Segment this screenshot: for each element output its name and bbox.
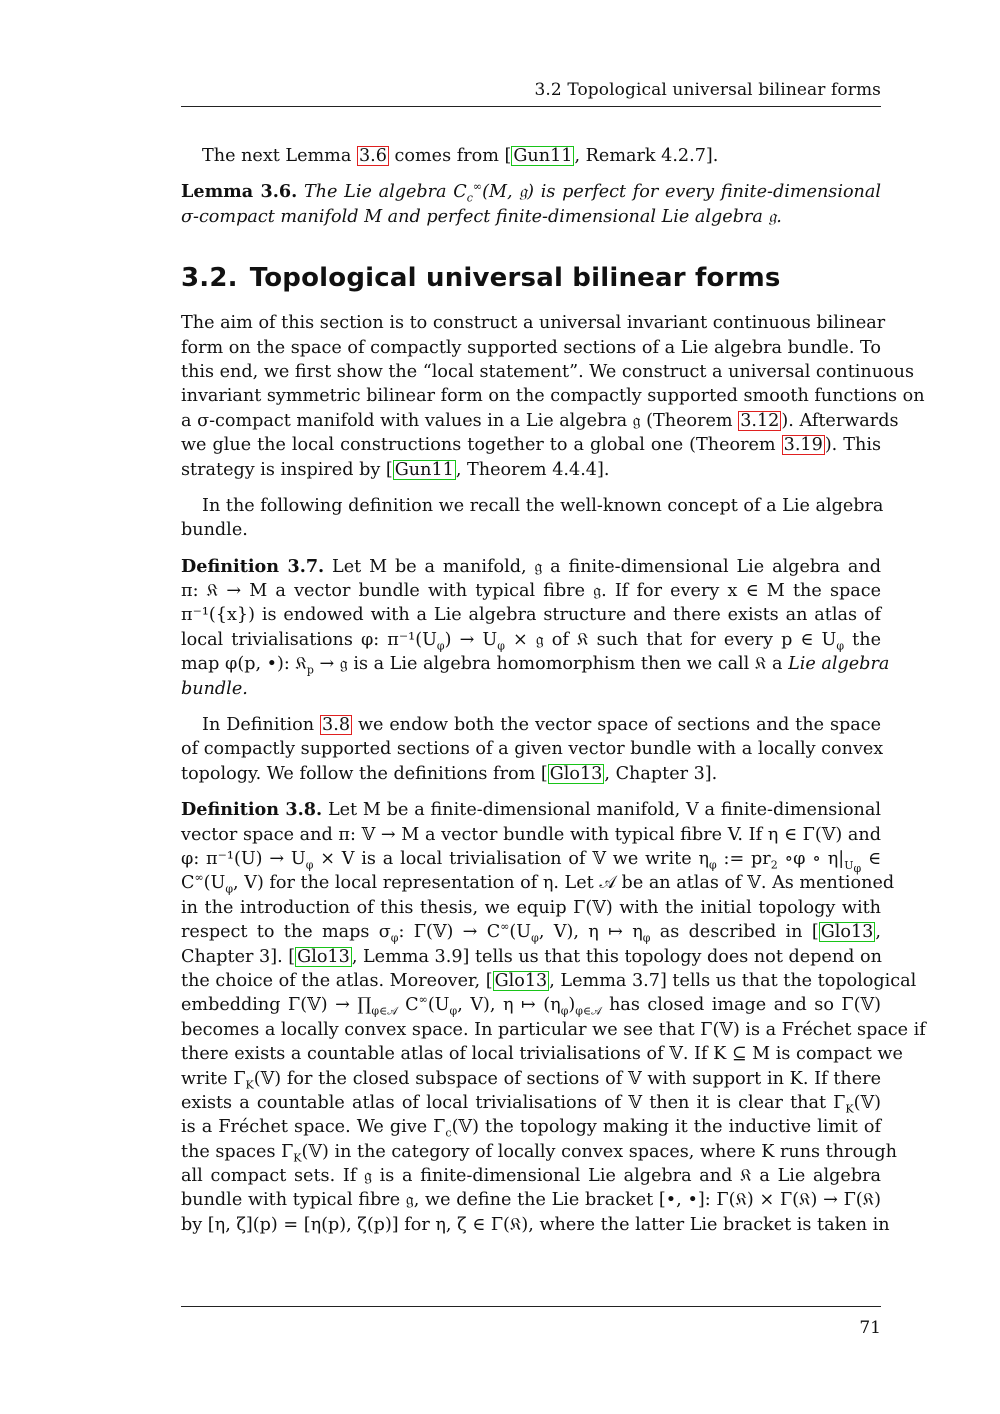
text-line: form on the space of compactly supported sections of a Lie algebra bundle. To — [181, 337, 881, 358]
text-line: In Definition 3.8 we endow both the vector space of sections and the space — [202, 715, 881, 736]
text-line: bundle with typical fibre 𝔤, we define the Lie bracket [•, •]: Γ(𝔎) × Γ(𝔎) → Γ(𝔎) — [181, 1190, 881, 1211]
text-line: respect to the maps $\sigma_\varphi$: Γ(𝕍) → $C^\infty(U_\varphi$, V), η ↦ $\eta_\varphi$ as described in [ Glo13 , — [181, 920, 881, 945]
lemma-text-2: σ-compact manifold M and perfect finite-dimensional Lie algebra 𝔤. — [181, 206, 782, 227]
cite-gun11[interactable]: Gun11 — [394, 459, 454, 480]
text-line: the choice of the atlas. Moreover, [ Glo13 , Lemma 3.7] tells us that the topological — [181, 970, 917, 991]
ref-theorem-3-19[interactable]: 3.19 — [783, 435, 823, 456]
section-number: 3.2. — [181, 263, 238, 294]
text-line: local trivialisations φ: $\pi^{-1}(U_\varphi) \to U_\varphi$ × 𝔤 of 𝔎 such that for every p ∈ $U_\varphi$ the — [181, 629, 882, 653]
text-line: there exists a countable atlas of local trivialisations of 𝕍. If K ⊆ M is compact we — [181, 1044, 903, 1065]
text-line: the spaces $\Gamma_K(𝕍)$ in the category of locally convex spaces, where K runs through — [181, 1141, 897, 1165]
section-heading — [181, 263, 881, 293]
definition-label: Definition 3.8. — [181, 799, 323, 821]
definition-3-7: Definition 3.7. Let M be a manifold, 𝔤 a finite-dimensional Lie algebra and π: 𝔎 → M a vector bundle with typical fibre 𝔤. If for every x ∈ M the space π⁻¹({x}) is endowed with a Lie algebra structure and there exists an atlas of local trivialisations φ: $\pi^{-1}(U_\varphi) \to U_\varphi$ × 𝔤 of 𝔎 such that for every p ∈ $U_\varphi$ the map φ(p, •): 𝔎$_p$ → 𝔤 is a Lie algebra homomorphism then we call 𝔎 a Lie algebra bundle. — [181, 555, 881, 701]
text-line: embedding Γ(𝕍) → $\prod_{\varphi\in 𝒜}$ $C^\infty(U_\varphi$, V), η ↦ $(\eta_\varphi)_{\varphi\in 𝒜}$ has closed image and so Γ(𝕍) — [181, 993, 882, 1018]
text-line: topology. We follow the definitions from [ Glo13 , Chapter 3]. — [181, 763, 718, 784]
intro-line: The next Lemma 3.6 comes from [ Gun11 , Remark 4.2.7]. — [202, 146, 719, 166]
ref-definition-3-8[interactable]: 3.8 — [322, 715, 351, 736]
ref-lemma-3-6[interactable]: 3.6 — [358, 146, 387, 166]
section-title: Topological universal bilinear forms — [249, 263, 781, 294]
page-number: 71 — [859, 1318, 881, 1338]
footer-rule — [181, 1306, 881, 1307]
lemma-3-6 — [181, 180, 881, 229]
text-line: π: 𝔎 → M a vector bundle with typical fibre 𝔤. If for every x ∈ M the space — [181, 581, 881, 602]
ref-theorem-3-12[interactable]: 3.12 — [740, 410, 780, 431]
cite-glo13[interactable]: Glo13 — [820, 922, 874, 943]
cite-glo13[interactable]: Glo13 — [549, 763, 603, 784]
text-line: vector space and π: 𝕍 → M a vector bundle with typical fibre V. If η ∈ Γ(𝕍) and — [181, 824, 881, 845]
paragraph-following — [181, 494, 884, 543]
text-line: becomes a locally convex space. In particular we see that Γ(𝕍) is a Fréchet space if — [181, 1019, 926, 1040]
text-line: bundle. — [181, 678, 248, 699]
text-line: $C^\infty(U_\varphi$, V) for the local representation of η. Let 𝒜 be an atlas of 𝕍. As mentioned — [181, 871, 895, 896]
text-line: is a Fréchet space. We give $\Gamma_c(𝕍)$ the topology making it the inductive limit of — [181, 1117, 881, 1140]
text-line: bundle. — [181, 520, 248, 541]
text-line: all compact sets. If 𝔤 is a finite-dimensional Lie algebra and 𝔎 a Lie algebra — [181, 1166, 881, 1187]
text-line: we glue the local constructions together to a global one (Theorem 3.19 ). This — [181, 435, 881, 456]
text-line: in the introduction of this thesis, we equip Γ(𝕍) with the initial topology with — [181, 897, 881, 918]
definition-3-8: Definition 3.8. Let M be a finite-dimensional manifold, V a finite-dimensional vector space and π: 𝕍 → M a vector bundle with typical fibre V. If η ∈ Γ(𝕍) and φ: $\pi^{-1}(U) \to U_\varphi \times V$ is a local trivialisation of 𝕍 we write $\eta_\varphi$ := $pr_2$ ∘φ ∘ $\eta|_{U_\varphi}$ ∈ $C^\infty(U_\varphi$, V) for the local representation of η. Let 𝒜 be an atlas of 𝕍. As mentioned in the introduction of this thesis, we equip Γ(𝕍) with the initial topology with respect to the maps $\sigma_\varphi$: Γ(𝕍) → $C^\infty(U_\varphi$, V), η ↦ $\eta_\varphi$ as described in [ Glo13 , Chapter 3]. [ Glo13 , Lemma 3.9] tells us that this topology does not depend on the choice of the atlas. Moreover, [ Glo13 , Lemma 3.7] tells us that the topological embedding Γ(𝕍) → $\prod_{\varphi\in 𝒜}$ $C^\infty(U_\varphi$, V), η ↦ $(\eta_\varphi)_{\varphi\in 𝒜}$ has closed image and so Γ(𝕍) becomes a locally convex space. In particular we see that Γ(𝕍) is a Fréchet space if there exists a countable atlas of local trivialisations of 𝕍. If K ⊆ M is compact we write $\Gamma_K(𝕍)$ for the closed subspace of sections of 𝕍 with support in K. If there exists a countable atlas of local trivialisations of 𝕍 then it is clear that $\Gamma_K(𝕍)$ is a Fréchet space. We give $\Gamma_c(𝕍)$ the topology making it the inductive limit of the spaces $\Gamma_K(𝕍)$ in the category of locally convex spaces, where K runs through all compact sets. If 𝔤 is a finite-dimensional Lie algebra and 𝔎 a Lie algebra bundle with typical fibre 𝔤, we define the Lie bracket [•, •]: Γ(𝔎) × Γ(𝔎) → Γ(𝔎) by [η, ζ](p) = [η(p), ζ(p)] for η, ζ ∈ Γ(𝔎), where the latter Lie bracket is taken in — [181, 798, 881, 1237]
text-line: The aim of this section is to construct a universal invariant continuous bilinear — [181, 313, 886, 334]
lemma-text-1: The Lie algebra $C_c^\infty(M$, 𝔤) is perfect for every finite-dimensional — [303, 180, 881, 205]
text-line: invariant symmetric bilinear form on the compactly supported smooth functions on — [181, 386, 925, 407]
running-head: 3.2 Topological universal bilinear forms — [534, 80, 881, 100]
cite-glo13[interactable]: Glo13 — [297, 946, 350, 967]
page-body — [181, 144, 926, 1237]
text-line: a σ-compact manifold with values in a Lie algebra 𝔤 (Theorem 3.12 ). Afterwards — [181, 410, 899, 431]
cite-gun11[interactable]: Gun11 — [513, 146, 573, 166]
text-line: this end, we first show the “local statement”. We construct a universal continuous — [181, 361, 915, 382]
text-line: In the following definition we recall the well-known concept of a Lie algebra — [202, 495, 884, 516]
text-line: write $\Gamma_K(𝕍)$ for the closed subspace of sections of 𝕍 with support in K. If there — [181, 1068, 881, 1092]
text-line: Chapter 3]. [ Glo13 , Lemma 3.9] tells us that this topology does not depend on — [181, 946, 882, 967]
paragraph-aim — [181, 311, 925, 482]
cite-glo13[interactable]: Glo13 — [494, 970, 548, 991]
header-rule — [181, 106, 881, 107]
paragraph-definition-intro — [181, 713, 884, 786]
text-line: of compactly supported sections of a given vector bundle with a locally convex — [181, 739, 884, 760]
text-line: π⁻¹({x}) is endowed with a Lie algebra structure and there exists an atlas of — [181, 605, 881, 626]
lemma-label: Lemma 3.6. — [181, 181, 298, 203]
text-line: strategy is inspired by [ Gun11 , Theorem 4.4.4]. — [181, 459, 610, 480]
text-line: by [η, ζ](p) = [η(p), ζ(p)] for η, ζ ∈ Γ(𝔎), where the latter Lie bracket is taken in — [181, 1214, 890, 1235]
text-line: exists a countable atlas of local trivialisations of 𝕍 then it is clear that $\Gamma_K(𝕍)$ — [181, 1092, 881, 1116]
definition-label: Definition 3.7. — [181, 555, 325, 577]
text-line: φ: $\pi^{-1}(U) \to U_\varphi \times V$ is a local trivialisation of 𝕍 we write $\eta_\varphi$ := $pr_2$ ∘φ ∘ $\eta|_{U_\varphi}$ ∈ — [181, 848, 882, 875]
text-line: map φ(p, •): 𝔎$_p$ → 𝔤 is a Lie algebra homomorphism then we call 𝔎 a Lie algebra — [181, 654, 890, 677]
